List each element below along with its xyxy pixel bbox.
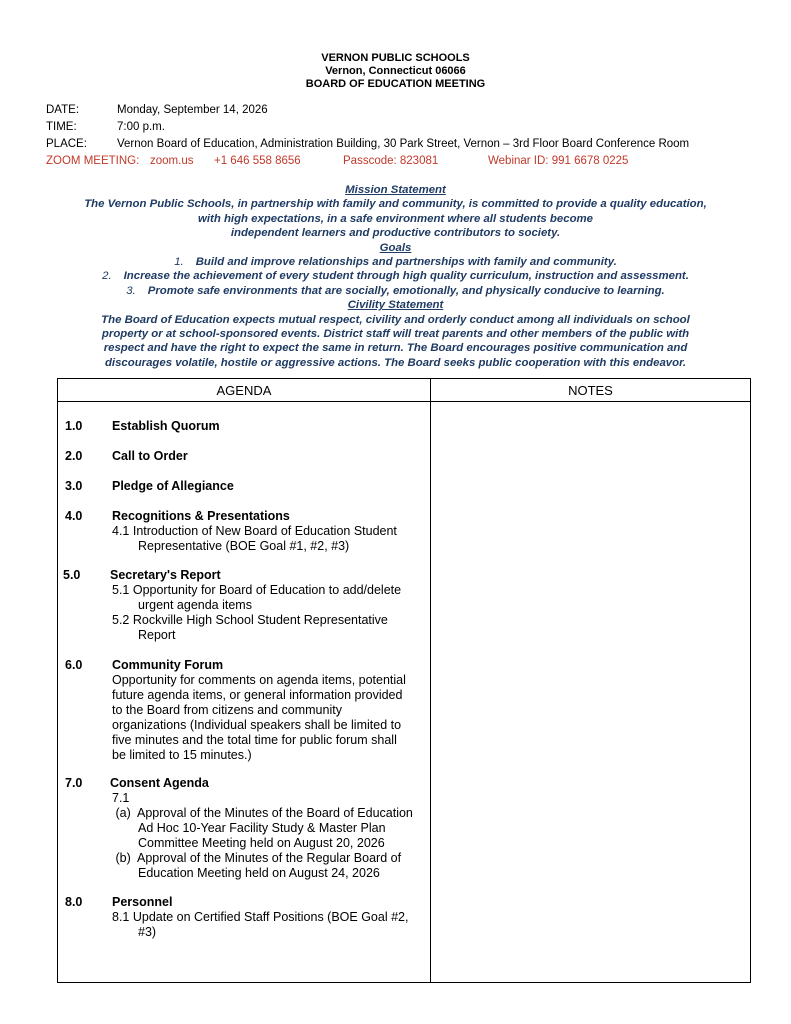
zoom-webinar: Webinar ID: 991 6678 0225 [488,155,629,167]
agenda-item-title: Recognitions & Presentations [112,509,290,523]
zoom-site: zoom.us [150,155,194,167]
description-line: to the Board from citizens and community [112,703,342,717]
agenda-item-title: Personnel [112,895,173,909]
mission-line-3: independent learners and productive contributors to society. [230,227,561,240]
agenda-table [57,378,751,983]
date-value: Monday, September 14, 2026 [117,104,268,116]
subitem-line: 5.1 Opportunity for Board of Education to add/delete [112,583,402,597]
subitem-line: 5.2 Rockville High School Student Representative [112,613,388,627]
statements-block [40,183,751,370]
meeting-title: BOARD OF EDUCATION MEETING [305,78,486,90]
agenda-subitem-5-2 [112,613,427,643]
agenda-item-number: 3.0 [65,479,83,493]
agenda-subitem-7-1 [112,791,427,881]
subitem-line: Report [138,628,176,642]
description-line: five minutes and the total time for public forum shall [112,733,397,747]
agenda-column-header: AGENDA [58,379,431,402]
zoom-label: ZOOM MEETING: [46,155,140,167]
zoom-passcode: Passcode: 823081 [343,155,439,167]
document-header [0,52,791,91]
agenda-item-number: 6.0 [65,658,83,672]
agenda-item-number: 2.0 [65,449,83,463]
agenda-item-title: Pledge of Allegiance [112,479,234,493]
subitem-line: urgent agenda items [138,598,252,612]
description-line: Opportunity for comments on agenda items, potential [112,673,406,687]
subitem-line: #3) [138,925,157,939]
subitem-line: Representative (BOE Goal #1, #2, #3) [138,539,350,553]
date-label: DATE: [46,104,80,116]
agenda-item-number: 5.0 [63,568,81,582]
agenda-subitem-4-1 [112,524,427,554]
place-value: Vernon Board of Education, Administration Building, 30 Park Street, Vernon – 3rd Floor Board Conference Room [117,138,690,150]
civility-line-2: property or at school-sponsored events. District staff will treat parents and other members of the public with [101,328,690,341]
subitem-number: 7.1 [112,791,130,805]
goal-3 [40,284,751,298]
agenda-item-title: Call to Order [112,449,188,463]
agenda-item-title: Establish Quorum [112,419,220,433]
community-forum-description [112,673,427,763]
mission-line-2: with high expectations, in a safe environment where all students become [198,212,593,225]
goal-3-number: 3. [126,284,136,297]
description-line: be limited to 15 minutes.) [112,748,252,762]
notes-column [430,402,750,983]
civility-line-4: discourages volatile, hostile or aggressive actions. The Board seeks public cooperation with this endeavor. [104,356,687,369]
district-name: VERNON PUBLIC SCHOOLS [321,52,470,64]
district-location: Vernon, Connecticut 06066 [325,65,466,77]
notes-column-header: NOTES [430,379,750,402]
goal-1 [40,255,751,269]
description-line: future agenda items, or general information provided [112,688,403,702]
subitem-line: 8.1 Update on Certified Staff Positions (BOE Goal #2, [112,910,409,924]
agenda-column [58,402,431,983]
time-value: 7:00 p.m. [117,121,165,133]
subitem-line: Ad Hoc 10-Year Facility Study & Master Plan [138,821,386,835]
goal-2 [40,269,751,283]
agenda-item-number: 4.0 [65,509,83,523]
civility-heading: Civility Statement [347,299,444,312]
civility-line-1: The Board of Education expects mutual respect, civility and orderly conduct among all individuals on school [101,313,690,326]
goal-2-text: Increase the achievement of every student through high quality curriculum, instruction and assessment. [123,270,689,283]
subitem-line: 4.1 Introduction of New Board of Education Student [112,524,397,538]
goal-1-number: 1. [174,256,184,269]
goal-1-text: Build and improve relationships and partnerships with family and community. [195,256,617,269]
agenda-item-title: Consent Agenda [110,776,209,790]
goals-heading: Goals [379,241,412,254]
agenda-item-number: 7.0 [65,776,83,790]
description-line: organizations (Individual speakers shall be limited to [112,718,402,732]
agenda-subitem-5-1 [112,583,427,613]
agenda-item-title: Community Forum [112,658,224,672]
place-label: PLACE: [46,138,87,150]
agenda-subitem-8-1 [112,910,427,940]
zoom-phone: +1 646 558 8656 [214,155,301,167]
subitem-line: (a) Approval of the Minutes of the Board of Education [112,806,413,820]
agenda-item-number: 1.0 [65,419,83,433]
subitem-line: Education Meeting held on August 24, 2026 [138,866,380,880]
mission-line-1: The Vernon Public Schools, in partnership with family and community, is committed to provide a quality education, [84,198,707,211]
mission-heading: Mission Statement [345,184,446,196]
time-label: TIME: [46,121,77,133]
agenda-item-title: Secretary's Report [110,568,221,582]
subitem-line: Committee Meeting held on August 20, 2026 [138,836,385,850]
agenda-item-number: 8.0 [65,895,83,909]
goal-2-number: 2. [102,270,112,283]
subitem-line: (b) Approval of the Minutes of the Regular Board of [112,851,402,865]
civility-line-3: respect and have the right to expect the same in return. The Board encourages positive communication and [103,342,688,355]
goal-3-text: Promote safe environments that are socially, emotionally, and physically conducive to learning. [147,284,665,297]
